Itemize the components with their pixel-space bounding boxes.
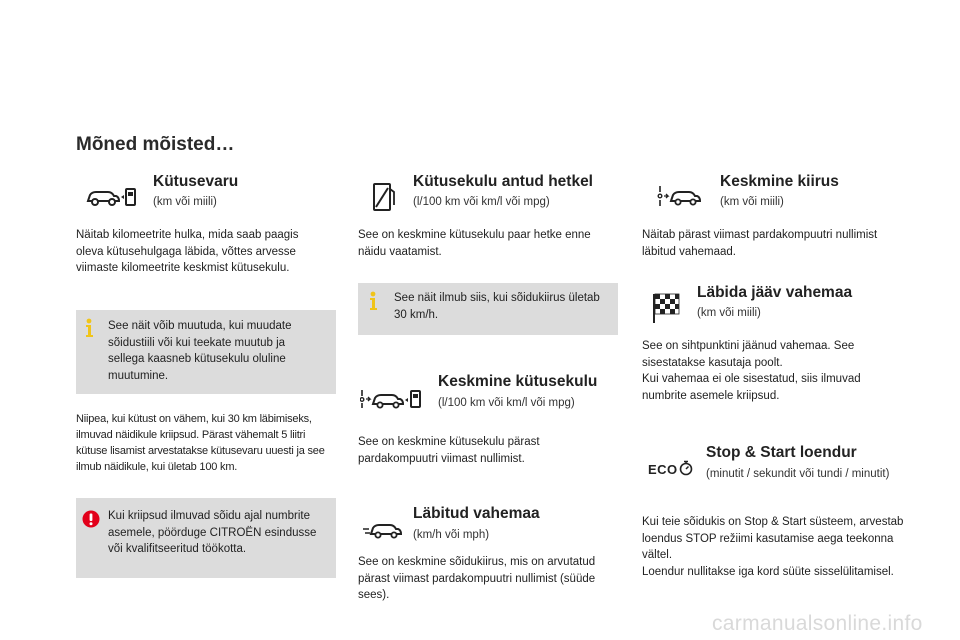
page-title: Mõned mõisted… xyxy=(76,134,235,155)
remaining-distance-unit: (km või miili) xyxy=(697,307,761,319)
remaining-distance-text-1: See on sihtpunktini jäänud vahemaa. See sisestatakse kasutaja poolt. xyxy=(642,340,855,369)
instant-consumption-unit: (l/100 km või km/l või mpg) xyxy=(413,196,550,208)
eco-label: ECO xyxy=(648,462,678,477)
average-speed-description: Näitab pärast viimast pardakompuutri nullimist läbitud vahemaad. xyxy=(642,229,878,258)
average-speed-icon xyxy=(657,183,701,209)
average-consumption-heading: Keskmine kütusekulu xyxy=(438,373,598,390)
fuel-range-info-box xyxy=(76,310,336,394)
stopwatch-icon xyxy=(679,460,693,476)
stop-start-description xyxy=(642,514,904,580)
distance-travelled-heading: Läbitud vahemaa xyxy=(413,505,540,522)
average-speed-heading: Keskmine kiirus xyxy=(720,173,839,190)
stop-start-text-2: Loendur nullitakse iga kord süüte sisselülitamisel. xyxy=(642,565,894,578)
car-fuel-range-icon xyxy=(86,183,138,209)
distance-travelled-unit: (km/h või mph) xyxy=(413,529,490,541)
stop-start-text-1: Kui teie sõidukis on Stop & Start süsteem, arvestab loendus STOP režiimi kasutamise aega teekonna vältel. xyxy=(642,516,904,561)
average-consumption-description: See on keskmine kütusekulu pärast pardakompuutri viimast nullimist. xyxy=(358,436,540,465)
fuel-range-description: Näitab kilomeetrite hulka, mida saab paagis oleva kütusehulgaga läbida, võttes arvesse viimaste kilomeetrite keskmist kütusekulu. xyxy=(76,229,299,274)
instant-consumption-description: See on keskmine kütusekulu paar hetke enne näidu vaatamist. xyxy=(358,229,591,258)
stop-start-heading: Stop & Start loendur xyxy=(706,444,857,461)
fuel-range-info-text: See näit võib muutuda, kui muudate sõidustiili või kui teekate muutub ja sellega kaasneb kütusekulu oluline muutumine. xyxy=(108,320,292,382)
fuel-range-warning-box xyxy=(76,498,336,578)
fuel-range-note: Niipea, kui kütust on vähem, kui 30 km läbimiseks, ilmuvad näidikule kriipsud. Pärast vähemalt 5 liitri kütuse lisamist arvestatakse kütusevaru uuesti ja see ilmub näidikule, kui ületab 100 km. xyxy=(76,413,325,473)
info-icon xyxy=(82,318,96,338)
car-speed-icon xyxy=(362,518,402,540)
instant-consumption-heading: Kütusekulu antud hetkel xyxy=(413,173,593,190)
instant-consumption-info-text: See näit ilmub siis, kui sõidukiirus ületab 30 km/h. xyxy=(394,292,600,321)
fuel-range-unit: (km või miili) xyxy=(153,196,217,208)
fuel-pump-icon xyxy=(371,181,397,213)
warning-icon xyxy=(82,510,100,528)
fuel-range-heading: Kütusevaru xyxy=(153,173,239,190)
info-icon xyxy=(366,291,380,311)
fuel-range-warning-text: Kui kriipsud ilmuvad sõidu ajal numbrite asemele, pöörduge CITROËN esindusse või kvalifitseeritud töökotta. xyxy=(108,510,317,555)
distance-travelled-description: See on keskmine sõidukiirus, mis on arvutatud pärast viimast pardakompuutri nullimist (süüde sees). xyxy=(358,556,596,601)
instant-consumption-info-box xyxy=(358,283,618,335)
stop-start-unit: (minutit / sekundit või tundi / minutit) xyxy=(706,468,890,480)
checkered-flag-icon xyxy=(652,292,680,324)
remaining-distance-description xyxy=(642,338,904,404)
remaining-distance-heading: Läbida jääv vahemaa xyxy=(697,284,853,301)
remaining-distance-text-2: Kui vahemaa ei ole sisestatud, siis ilmuvad numbrite asemele kriipsud. xyxy=(642,373,861,402)
average-consumption-unit: (l/100 km või km/l või mpg) xyxy=(438,397,575,409)
watermark: carmanualsonline.info xyxy=(712,612,923,635)
average-speed-unit: (km või miili) xyxy=(720,196,784,208)
eco-timer-icon xyxy=(648,461,678,479)
average-consumption-icon xyxy=(360,387,424,411)
